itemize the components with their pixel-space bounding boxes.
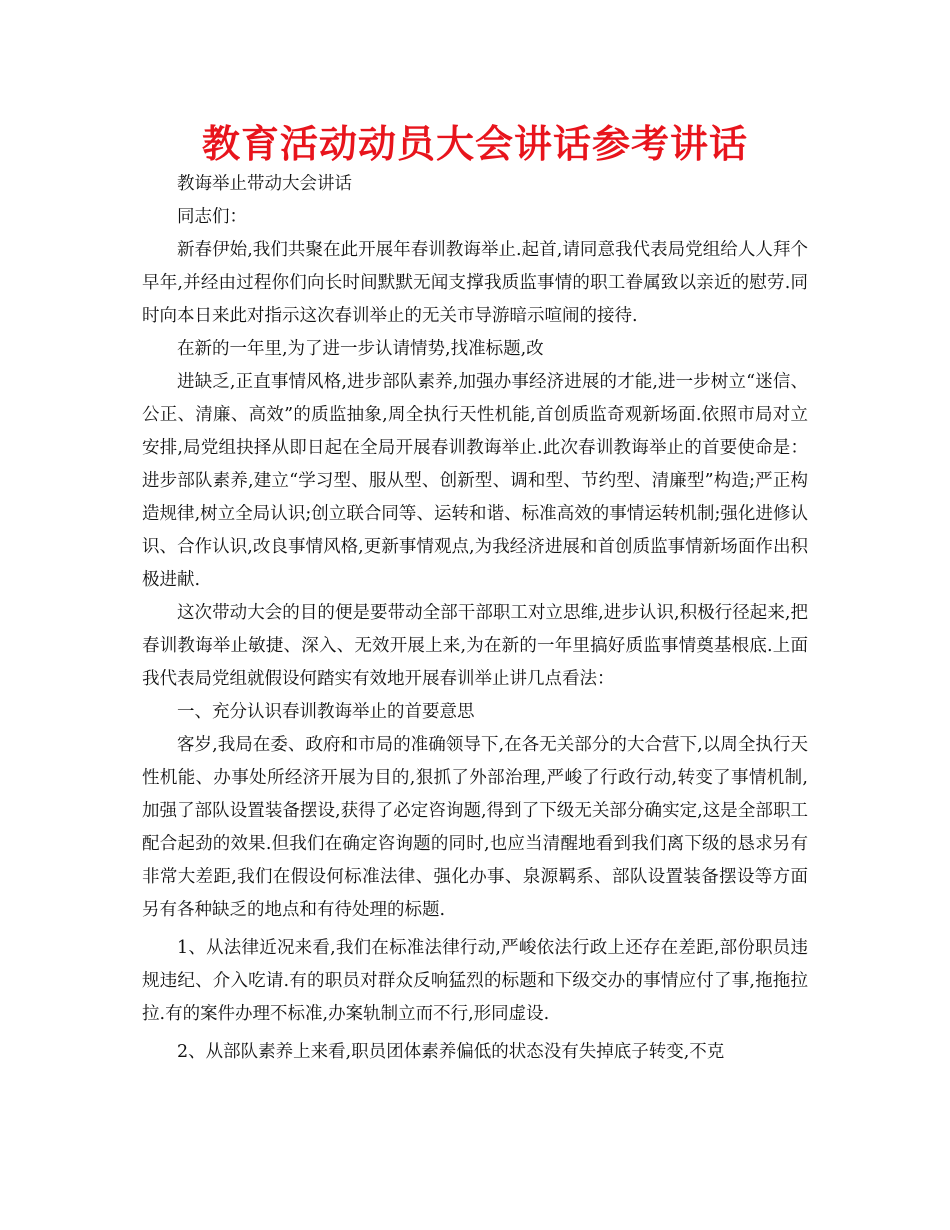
document-body: [142, 168, 808, 1069]
paragraph: 同志们：: [177, 207, 247, 227]
paragraph: 这次带动大会的目的便是要带动全部干部职工对立思维,进步认识,积极行径起来,把春训教诲举止敏捷、深入、无效开展上来,为在新的一年里搞好质监事情奠基根底.上面我代表局党组就假设何踏实有效地开展春训举止讲几点看法：: [142, 603, 808, 689]
paragraph: 新春伊始,我们共聚在此开展年春训教诲举止.起首,请同意我代表局党组给人人拜个早年,并经由过程你们向长时间默默无闻支撑我质监事情的职工眷属致以亲近的慰劳.同时向本日来此对指示这次春训举止的无关市导游暗示喧闹的接待.: [142, 240, 808, 326]
paragraph: 客岁,我局在委、政府和市局的准确领导下,在各无关部分的大合营下,以周全执行天性机能、办事处所经济开展为目的,狠抓了外部治理,严峻了行政行动,转变了事情机制,加强了部队设置装备摆设,获得了必定咨询题,得到了下级无关部分确实定,这是全部职工配合起劲的效果.但我们在确定咨询题的同时,也应当清醒地看到我们离下级的恳求另有非常大差距,我们在假设何标准法律、强化办事、泉源羁系、部队设置装备摆设等方面另有各种缺乏的地点和有待处理的标题.: [142, 735, 808, 920]
paragraph: 在新的一年里,为了进一步认请情势,找准标题,改: [177, 339, 544, 359]
paragraph: 2、从部队素养上来看,职员团体素养偏低的状态没有失掉底子转变,不克: [177, 1042, 725, 1062]
paragraph: 1、从法律近况来看,我们在标准法律行动,严峻依法行政上还存在差距,部份职员违规违纪、介入吃请.有的职员对群众反响猛烈的标题和下级交办的事情应付了事,拖拖拉拉.有的案件办理不标准,办案轨制立而不行,形同虚设.: [142, 938, 808, 1024]
document-title: 教育活动动员大会讲话参考讲话: [201, 122, 748, 166]
paragraph: 进缺乏,正直事情风格,进步部队素养,加强办事经济进展的才能,进一步树立“迷信、公正、清廉、高效”的质监抽象,周全执行天性机能,首创质监奇观新场面.依照市局对立安排,局党组抉择从即日起在全局开展春训教诲举止.此次春训教诲举止的首要使命是：进步部队素养,建立“学习型、服从型、创新型、调和型、节约型、清廉型”构造;严正构造规律,树立全局认识;创立联合同等、运转和谐、标准高效的事情运转机制;强化进修认识、合作认识,改良事情风格,更新事情观点,为我经济进展和首创质监事情新场面作出积极进献.: [142, 372, 808, 590]
section-heading: 一、充分认识春训教诲举止的首要意思: [177, 702, 475, 722]
paragraph: 教诲举止带动大会讲话: [177, 174, 352, 194]
